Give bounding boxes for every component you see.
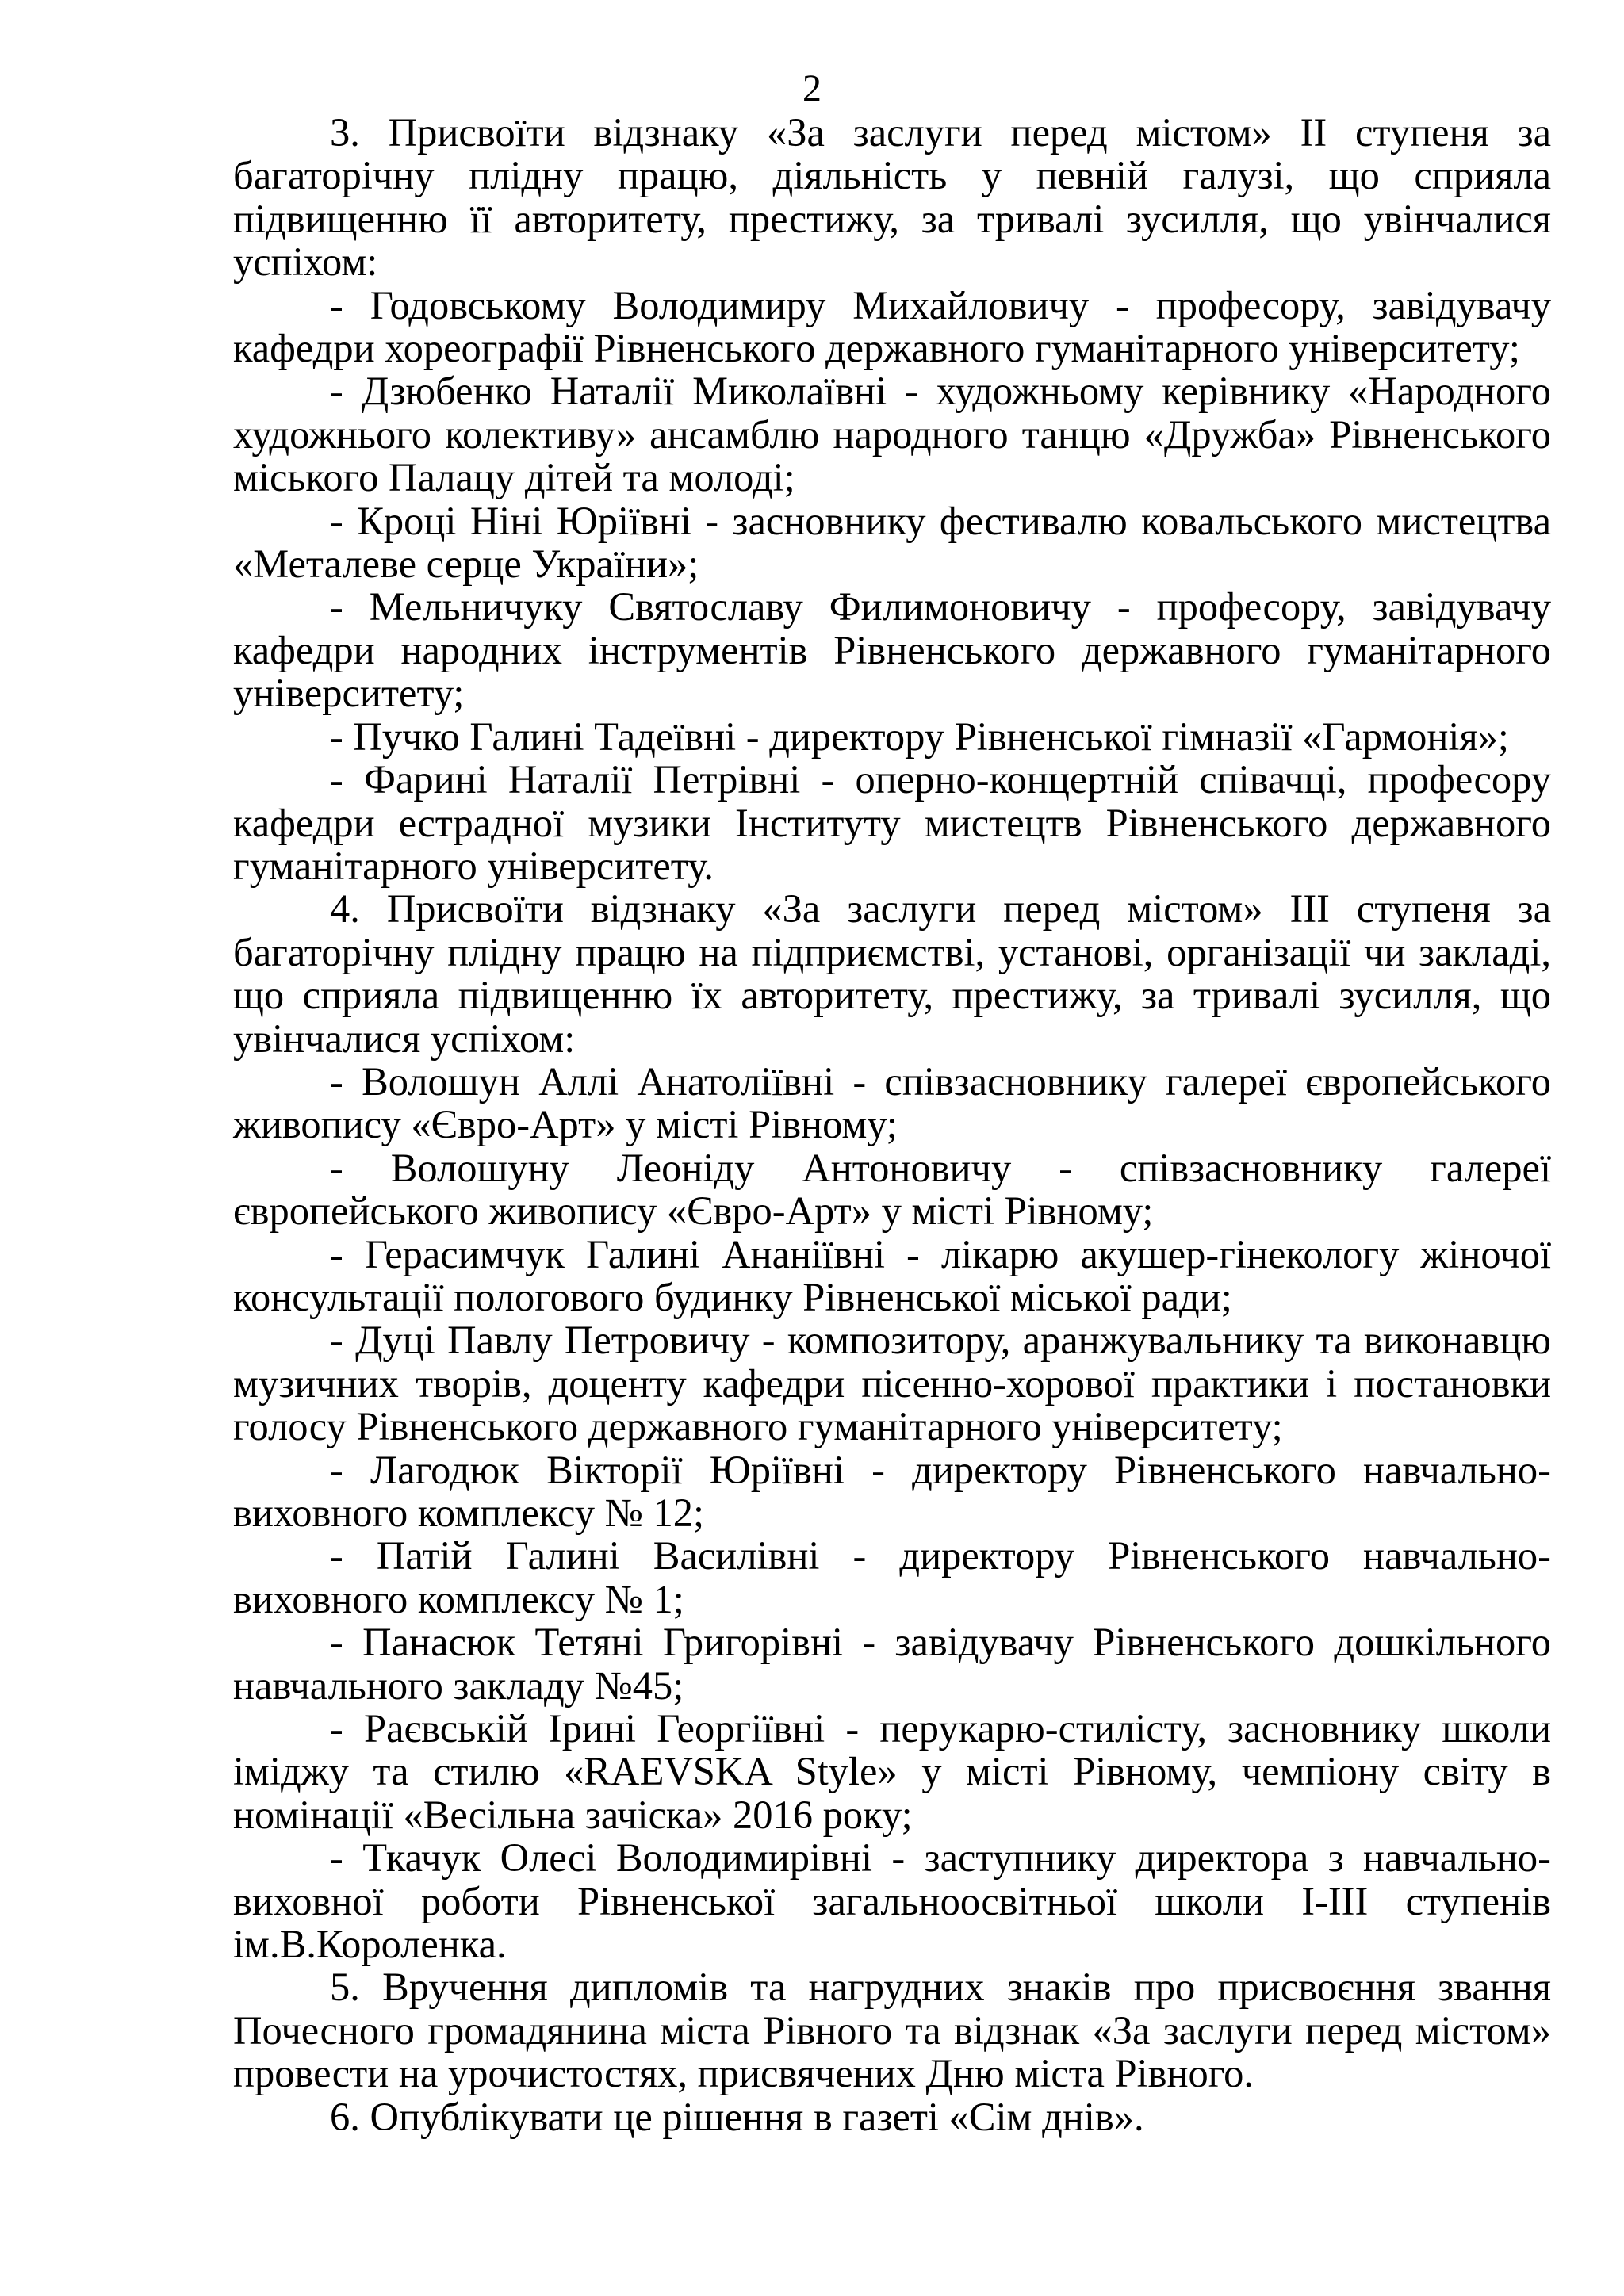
document-body bbox=[233, 111, 1551, 2138]
list-item: - Раєвській Ірині Георгіївні - перукарю-стилісту, засновнику школи іміджу та стилю «RAEVSKA Style» у місті Рівному, чемпіону світу в номінації «Весільна зачіска» 2016 року; bbox=[233, 1706, 1551, 1837]
list-item: - Волошун Аллі Анатоліївні - співзасновнику галереї європейського живопису «Євро-Арт» у місті Рівному; bbox=[233, 1058, 1551, 1147]
list-item: - Дзюбенко Наталії Миколаївні - художньому керівнику «Народного художнього колективу» ансамблю народного танцю «Дружба» Рівненського міського Палацу дітей та молоді; bbox=[233, 369, 1551, 500]
list-item: - Фарині Наталії Петрівні - оперно-концертній співачці, професору кафедри естрадної музики Інституту мистецтв Рівненського державного гуманітарного університету. bbox=[233, 757, 1551, 888]
list-item: - Пучко Галині Тадеївні - директору Рівненської гімназії «Гармонія»; bbox=[330, 714, 1509, 759]
paragraph-item-6: 6. Опублікувати це рішення в газеті «Сім днів». bbox=[330, 2094, 1144, 2139]
list-item: - Герасимчук Галині Ананіївні - лікарю акушер-гінекологу жіночої консультації пологового будинку Рівненської міської ради; bbox=[233, 1231, 1551, 1319]
list-item: - Мельничуку Святославу Филимоновичу - професору, завідувачу кафедри народних інструментів Рівненського державного гуманітарного університету; bbox=[233, 584, 1551, 716]
list-item: - Волошуну Леоніду Антоновичу - співзасновнику галереї європейського живопису «Євро-Арт» у місті Рівному; bbox=[233, 1145, 1551, 1234]
list-item: - Лагодюк Вікторії Юріївні - директору Рівненського навчально-виховного комплексу № 12; bbox=[233, 1447, 1551, 1535]
page-number: 2 bbox=[802, 67, 822, 109]
list-item: - Ткачук Олесі Володимирівні - заступнику директора з навчально-виховної роботи Рівненської загальноосвітньої школи І-ІІІ ступенів ім.В.Короленка. bbox=[233, 1835, 1551, 1967]
paragraph-item-5: 5. Вручення дипломів та нагрудних знаків про присвоєння звання Почесного громадянина міста Рівного та відзнак «За заслуги перед містом» провести на урочистостях, присвячених Дню міста Рівного. bbox=[233, 1965, 1551, 2096]
list-item: - Панасюк Тетяні Григорівні - завідувачу Рівненського дошкільного навчального закладу №45; bbox=[233, 1620, 1551, 1708]
paragraph-item-4-heading: 4. Присвоїти відзнаку «За заслуги перед містом» ІІІ ступеня за багаторічну плідну працю на підприємстві, установі, організації чи закладі, що сприяла підвищенню їх авторитету, престижу, за тривалі зусилля, що увінчалися успіхом: bbox=[233, 886, 1551, 1061]
list-item: - Годовському Володимиру Михайловичу - професору, завідувачу кафедри хореографії Рівненського державного гуманітарного університету; bbox=[233, 282, 1551, 371]
list-item: - Дуці Павлу Петровичу - композитору, аранжувальнику та виконавцю музичних творів, доценту кафедри пісенно-хорової практики і постановки голосу Рівненського державного гуманітарного університету; bbox=[233, 1318, 1551, 1449]
list-item: - Патій Галині Василівні - директору Рівненського навчально-виховного комплексу № 1; bbox=[233, 1533, 1551, 1621]
paragraph-item-3-heading: 3. Присвоїти відзнаку «За заслуги перед містом» ІІ ступеня за багаторічну плідну працю, діяльність у певній галузі, що сприяла підвищенню її авторитету, престижу, за тривалі зусилля, що увінчалися успіхом: bbox=[233, 110, 1551, 285]
list-item: - Кроці Ніні Юріївні - засновнику фестивалю ковальського мистецтва «Металеве серце України»; bbox=[233, 498, 1551, 587]
